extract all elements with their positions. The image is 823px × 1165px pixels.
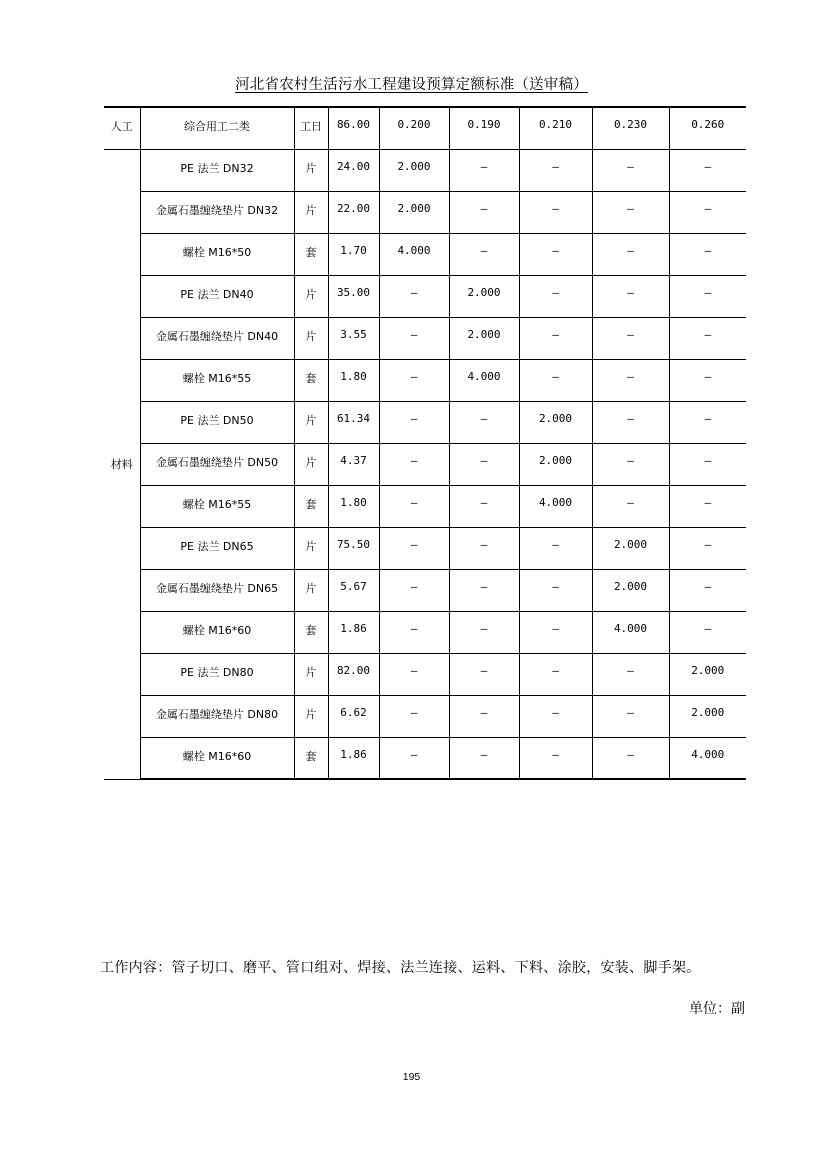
quantity-cell: – — [449, 233, 519, 275]
unit-cell: 片 — [294, 527, 328, 569]
quantity-cell: – — [519, 527, 592, 569]
item-name-cell: PE 法兰 DN80 — [140, 653, 294, 695]
table-row — [104, 653, 746, 695]
unit-cell: 片 — [294, 401, 328, 443]
price-cell: 1.80 — [328, 485, 379, 527]
quantity-cell: – — [379, 359, 449, 401]
item-name-cell: 综合用工二类 — [140, 107, 294, 149]
table-row — [104, 527, 746, 569]
quantity-cell: – — [669, 233, 746, 275]
work-content: 工作内容：管子切口、磨平、管口组对、焊接、法兰连接、运料、下料、涂胶，安装、脚手架。 — [100, 960, 701, 976]
price-cell: 1.70 — [328, 233, 379, 275]
document-title — [0, 73, 823, 94]
unit-cell: 套 — [294, 737, 328, 779]
quantity-cell: – — [519, 695, 592, 737]
quantity-cell: – — [519, 317, 592, 359]
quantity-cell: 4.000 — [379, 233, 449, 275]
quantity-cell: – — [379, 737, 449, 779]
unit-cell: 片 — [294, 149, 328, 191]
quantity-cell: 2.000 — [669, 695, 746, 737]
category-cell: 人工 — [104, 107, 140, 149]
price-cell: 35.00 — [328, 275, 379, 317]
price-cell: 1.86 — [328, 611, 379, 653]
quantity-cell: – — [519, 191, 592, 233]
quantity-cell: 0.260 — [669, 107, 746, 149]
quantity-cell: – — [519, 737, 592, 779]
quantity-cell: – — [449, 485, 519, 527]
quantity-cell: – — [669, 485, 746, 527]
quantity-cell: – — [379, 653, 449, 695]
document-title-text: 河北省农村生活污水工程建设预算定额标准（送审稿） — [235, 77, 588, 93]
unit-cell: 工日 — [294, 107, 328, 149]
quantity-cell: – — [379, 611, 449, 653]
quantity-cell: – — [669, 191, 746, 233]
unit-cell: 套 — [294, 611, 328, 653]
unit-label: 单位：副 — [689, 1001, 745, 1017]
quantity-cell: – — [669, 317, 746, 359]
item-name-cell: 金属石墨缠绕垫片 DN50 — [140, 443, 294, 485]
quantity-cell: – — [379, 401, 449, 443]
item-name-cell: PE 法兰 DN65 — [140, 527, 294, 569]
quantity-cell: 2.000 — [379, 191, 449, 233]
quantity-cell: – — [519, 653, 592, 695]
quantity-cell: 2.000 — [592, 527, 669, 569]
quantity-cell: 2.000 — [519, 401, 592, 443]
quantity-cell: – — [449, 569, 519, 611]
quantity-cell: – — [519, 149, 592, 191]
table-row — [104, 401, 746, 443]
quantity-cell: 2.000 — [592, 569, 669, 611]
unit-cell: 片 — [294, 191, 328, 233]
quantity-cell: – — [669, 527, 746, 569]
category-cell: 材料 — [104, 149, 140, 779]
table-row — [104, 611, 746, 653]
quantity-cell: – — [379, 443, 449, 485]
price-cell: 1.86 — [328, 737, 379, 779]
quantity-cell: – — [592, 233, 669, 275]
unit-cell: 片 — [294, 695, 328, 737]
item-name-cell: 金属石墨缠绕垫片 DN40 — [140, 317, 294, 359]
item-name-cell: 螺栓 M16*60 — [140, 611, 294, 653]
item-name-cell: PE 法兰 DN40 — [140, 275, 294, 317]
quantity-cell: – — [592, 359, 669, 401]
table-row — [104, 485, 746, 527]
table-row — [104, 737, 746, 779]
price-cell: 5.67 — [328, 569, 379, 611]
unit-cell: 套 — [294, 359, 328, 401]
unit-cell: 片 — [294, 653, 328, 695]
unit-cell: 片 — [294, 317, 328, 359]
item-name-cell: 金属石墨缠绕垫片 DN80 — [140, 695, 294, 737]
quantity-cell: 4.000 — [519, 485, 592, 527]
quantity-cell: – — [592, 275, 669, 317]
price-cell: 82.00 — [328, 653, 379, 695]
quantity-cell: – — [592, 485, 669, 527]
price-cell: 1.80 — [328, 359, 379, 401]
quantity-cell: – — [669, 149, 746, 191]
price-cell: 24.00 — [328, 149, 379, 191]
quantity-cell: – — [379, 275, 449, 317]
item-name-cell: 螺栓 M16*50 — [140, 233, 294, 275]
price-cell: 86.00 — [328, 107, 379, 149]
item-name-cell: 螺栓 M16*55 — [140, 359, 294, 401]
quantity-cell: – — [592, 317, 669, 359]
table-row — [104, 317, 746, 359]
quantity-cell: 0.190 — [449, 107, 519, 149]
quantity-cell: – — [592, 695, 669, 737]
page-number: 195 — [402, 1071, 421, 1083]
quantity-cell: – — [449, 191, 519, 233]
quantity-cell: – — [669, 275, 746, 317]
quantity-cell: – — [592, 401, 669, 443]
quantity-cell: – — [669, 611, 746, 653]
quantity-cell: – — [669, 569, 746, 611]
quantity-cell: – — [379, 485, 449, 527]
unit-cell: 片 — [294, 569, 328, 611]
quantity-cell: – — [592, 653, 669, 695]
quantity-cell: – — [519, 359, 592, 401]
table-row — [104, 443, 746, 485]
price-cell: 22.00 — [328, 191, 379, 233]
quantity-cell: 2.000 — [449, 275, 519, 317]
quantity-cell: – — [449, 611, 519, 653]
quantity-cell: – — [592, 737, 669, 779]
table-row — [104, 569, 746, 611]
quantity-cell: 2.000 — [449, 317, 519, 359]
item-name-cell: 金属石墨缠绕垫片 DN32 — [140, 191, 294, 233]
price-cell: 4.37 — [328, 443, 379, 485]
quantity-cell: 2.000 — [669, 653, 746, 695]
quantity-cell: – — [449, 443, 519, 485]
quantity-cell: 2.000 — [519, 443, 592, 485]
quantity-cell: – — [449, 737, 519, 779]
unit-cell: 片 — [294, 443, 328, 485]
quantity-cell: – — [669, 359, 746, 401]
item-name-cell: PE 法兰 DN32 — [140, 149, 294, 191]
quantity-cell: 4.000 — [669, 737, 746, 779]
quantity-cell: – — [669, 443, 746, 485]
item-name-cell: 螺栓 M16*60 — [140, 737, 294, 779]
unit-cell: 片 — [294, 275, 328, 317]
unit-cell: 套 — [294, 233, 328, 275]
quantity-cell: – — [449, 695, 519, 737]
quantity-cell: – — [449, 527, 519, 569]
quantity-cell: – — [592, 149, 669, 191]
quantity-cell: 0.230 — [592, 107, 669, 149]
item-name-cell: 螺栓 M16*55 — [140, 485, 294, 527]
quantity-cell: – — [592, 443, 669, 485]
quantity-cell: – — [449, 653, 519, 695]
table-row — [104, 149, 746, 191]
quantity-cell: – — [519, 233, 592, 275]
quantity-cell: – — [519, 611, 592, 653]
quantity-cell: – — [519, 569, 592, 611]
quantity-cell: – — [592, 191, 669, 233]
quantity-cell: – — [449, 401, 519, 443]
item-name-cell: 金属石墨缠绕垫片 DN65 — [140, 569, 294, 611]
price-cell: 3.55 — [328, 317, 379, 359]
unit-cell: 套 — [294, 485, 328, 527]
quantity-cell: – — [379, 569, 449, 611]
item-name-cell: PE 法兰 DN50 — [140, 401, 294, 443]
quantity-cell: – — [379, 527, 449, 569]
table-row — [104, 233, 746, 275]
price-cell: 75.50 — [328, 527, 379, 569]
price-cell: 61.34 — [328, 401, 379, 443]
quantity-cell: 4.000 — [592, 611, 669, 653]
table-row — [104, 359, 746, 401]
quantity-cell: 0.200 — [379, 107, 449, 149]
quantity-cell: – — [449, 149, 519, 191]
table-row-labor — [104, 107, 746, 149]
quantity-cell: – — [669, 401, 746, 443]
price-cell: 6.62 — [328, 695, 379, 737]
table-row — [104, 275, 746, 317]
table-row — [104, 191, 746, 233]
quantity-cell: 4.000 — [449, 359, 519, 401]
quantity-cell: – — [519, 275, 592, 317]
quantity-cell: 2.000 — [379, 149, 449, 191]
quota-table — [104, 106, 746, 780]
quantity-cell: – — [379, 695, 449, 737]
table-row — [104, 695, 746, 737]
quantity-cell: – — [379, 317, 449, 359]
quantity-cell: 0.210 — [519, 107, 592, 149]
